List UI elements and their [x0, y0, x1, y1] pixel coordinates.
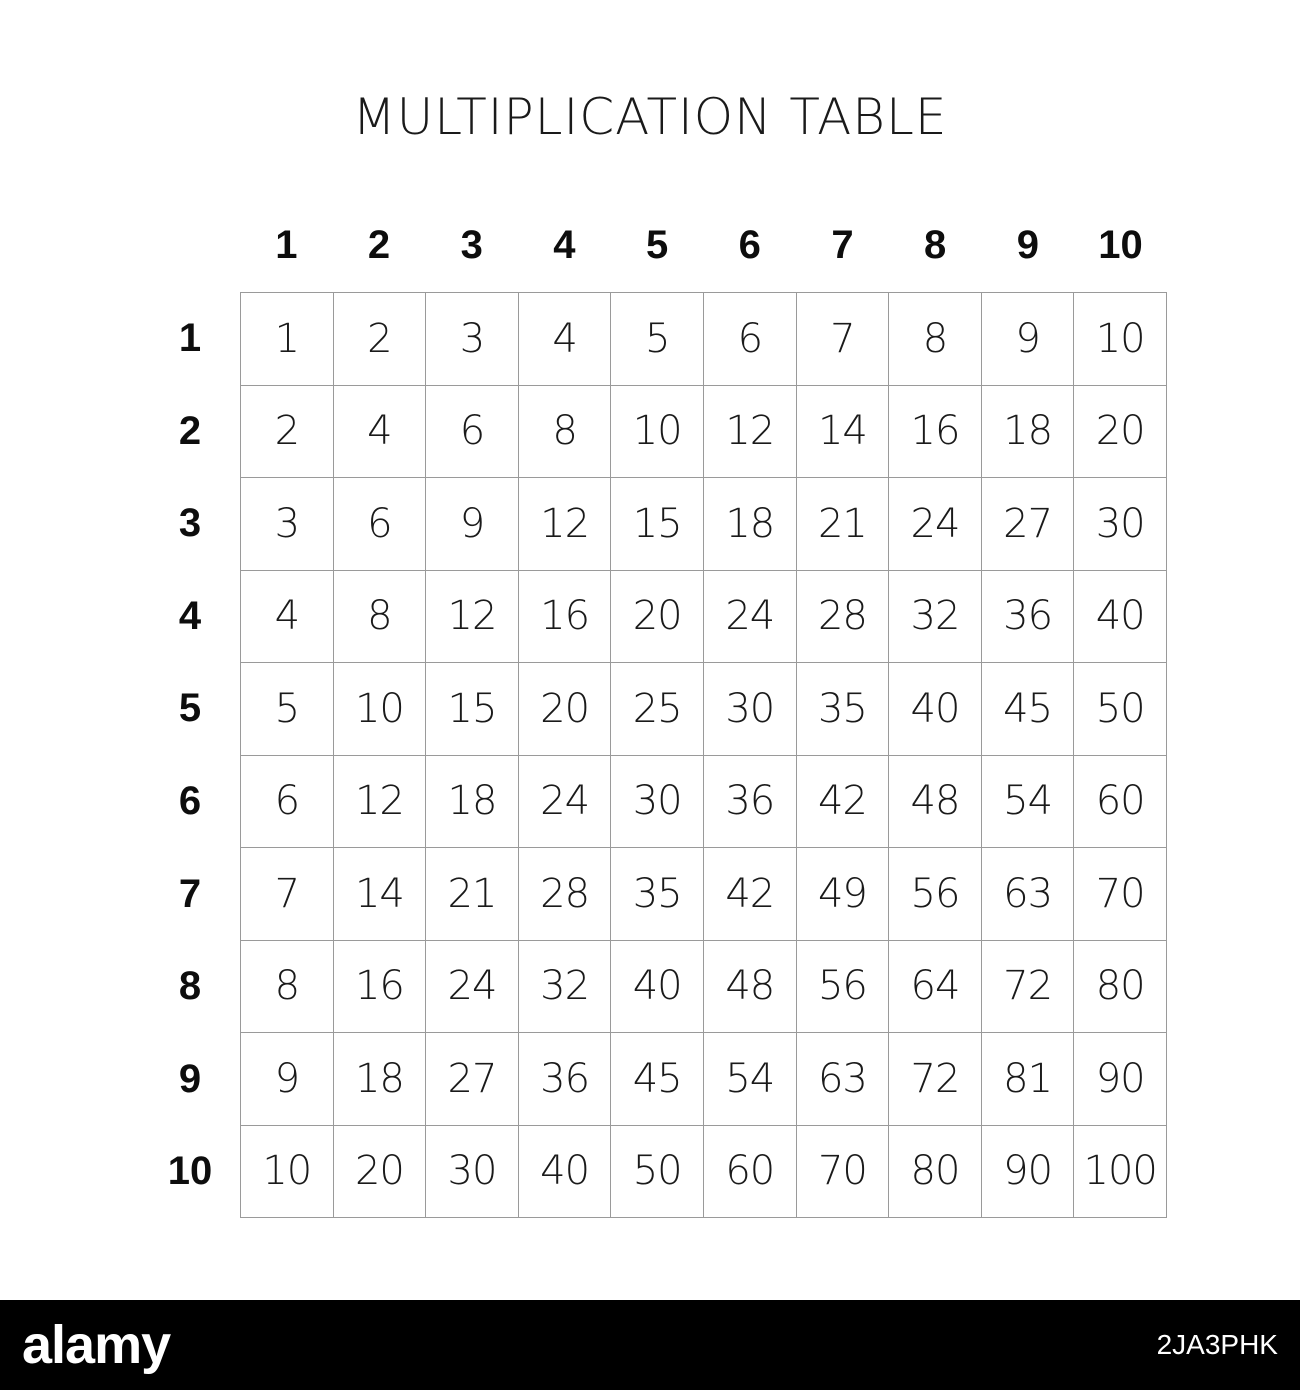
table-cell: 12: [519, 478, 612, 571]
table-cell: 72: [889, 1033, 982, 1126]
image-code: 2JA3PHK: [1156, 1329, 1278, 1360]
table-cell: 5: [241, 663, 334, 756]
table-cell: 54: [704, 1033, 797, 1126]
table-cell: 12: [334, 756, 427, 849]
table-cell: 35: [797, 663, 890, 756]
table-cell: 63: [797, 1033, 890, 1126]
table-cell: 56: [797, 941, 890, 1034]
table-cell: 24: [704, 571, 797, 664]
table-cell: 54: [982, 756, 1075, 849]
table-cell: 6: [426, 386, 519, 479]
table-cell: 27: [426, 1033, 519, 1126]
table-cell: 6: [241, 756, 334, 849]
row-header: 6: [178, 778, 202, 823]
table-cell: 50: [1074, 663, 1167, 756]
table-cell: 45: [982, 663, 1075, 756]
table-cell: 30: [611, 756, 704, 849]
table-cell: 60: [1074, 756, 1167, 849]
table-cell: 30: [1074, 478, 1167, 571]
row-header: 2: [178, 408, 202, 453]
footer-bar: [0, 1300, 1300, 1390]
column-header: 4: [553, 223, 576, 267]
row-header: 1: [178, 316, 202, 360]
table-cell: 3: [426, 293, 519, 386]
table-cell: 1: [241, 293, 334, 386]
table-cell: 16: [519, 571, 612, 664]
table-cell: 3: [241, 478, 334, 571]
table-cell: 20: [519, 663, 612, 756]
column-header: 2: [367, 223, 391, 267]
table-cell: 20: [1074, 386, 1167, 479]
table-cell: 80: [889, 1126, 982, 1219]
table-cell: 10: [241, 1126, 334, 1219]
table-cell: 30: [426, 1126, 519, 1219]
row-headers: [150, 292, 230, 1218]
table-cell: 10: [1074, 293, 1167, 386]
column-header: 7: [831, 223, 854, 267]
table-cell: 21: [797, 478, 890, 571]
table-cell: 14: [334, 848, 427, 941]
table-cell: 24: [519, 756, 612, 849]
table-cell: 28: [519, 848, 612, 941]
table-cell: 32: [889, 571, 982, 664]
table-cell: 32: [519, 941, 612, 1034]
column-header: 9: [1016, 223, 1039, 267]
table-cell: 36: [982, 571, 1075, 664]
table-cell: 42: [797, 756, 890, 849]
table-cell: 21: [426, 848, 519, 941]
table-cell: 40: [611, 941, 704, 1034]
table-cell: 28: [797, 571, 890, 664]
table-cell: 15: [611, 478, 704, 571]
table-cell: 45: [611, 1033, 704, 1126]
table-cell: 4: [334, 386, 427, 479]
table-cell: 40: [889, 663, 982, 756]
table-cell: 7: [797, 293, 890, 386]
table-cell: 18: [982, 386, 1075, 479]
table-cell: 20: [334, 1126, 427, 1219]
table-cell: 56: [889, 848, 982, 941]
table-cell: 60: [704, 1126, 797, 1219]
table-cell: 20: [611, 571, 704, 664]
alamy-logo: alamy: [22, 1315, 171, 1375]
table-cell: 64: [889, 941, 982, 1034]
column-header: 6: [738, 223, 761, 267]
table-cell: 8: [519, 386, 612, 479]
table-cell: 40: [1074, 571, 1167, 664]
column-header: 1: [275, 223, 298, 267]
table-cell: 16: [334, 941, 427, 1034]
table-cell: 70: [797, 1126, 890, 1219]
table-cell: 9: [982, 293, 1075, 386]
table-cell: 36: [519, 1033, 612, 1126]
table-cell: 81: [982, 1033, 1075, 1126]
table-cell: 12: [704, 386, 797, 479]
table-cell: 18: [334, 1033, 427, 1126]
table-cell: 49: [797, 848, 890, 941]
table-cell: 72: [982, 941, 1075, 1034]
table-cell: 9: [426, 478, 519, 571]
table-cell: 48: [889, 756, 982, 849]
row-header: 9: [178, 1056, 202, 1101]
table-cell: 40: [519, 1126, 612, 1219]
table-cell: 6: [704, 293, 797, 386]
table-cell: 90: [1074, 1033, 1167, 1126]
table-cell: 7: [241, 848, 334, 941]
table-cell: 8: [334, 571, 427, 664]
page-title: MULTIPLICATION TABLE: [352, 88, 948, 146]
table-cell: 12: [426, 571, 519, 664]
table-cell: 90: [982, 1126, 1075, 1219]
table-cell: 2: [241, 386, 334, 479]
table-cell: 8: [889, 293, 982, 386]
row-header: 4: [178, 593, 202, 638]
table-cell: 25: [611, 663, 704, 756]
table-cell: 36: [704, 756, 797, 849]
table-cell: 27: [982, 478, 1075, 571]
table-cell: 24: [426, 941, 519, 1034]
table-cell: 15: [426, 663, 519, 756]
table-cell: 9: [241, 1033, 334, 1126]
table-cell: 6: [334, 478, 427, 571]
table-cell: 2: [334, 293, 427, 386]
row-header: 3: [178, 501, 202, 546]
table-cell: 10: [334, 663, 427, 756]
table-cell: 48: [704, 941, 797, 1034]
table-cell: 8: [241, 941, 334, 1034]
column-header: 3: [460, 223, 483, 267]
column-header: 5: [645, 223, 669, 267]
table-cell: 100: [1074, 1126, 1167, 1219]
table-cell: 18: [426, 756, 519, 849]
row-header: 8: [178, 964, 202, 1009]
table-cell: 18: [704, 478, 797, 571]
table-cell: 5: [611, 293, 704, 386]
table-cell: 4: [241, 571, 334, 664]
table-cell: 63: [982, 848, 1075, 941]
table-cell: 50: [611, 1126, 704, 1219]
table-cell: 10: [611, 386, 704, 479]
row-header: 7: [178, 871, 202, 916]
row-header: 5: [178, 686, 202, 731]
multiplication-grid: [240, 292, 1167, 1218]
table-cell: 14: [797, 386, 890, 479]
table-cell: 24: [889, 478, 982, 571]
column-header: 8: [924, 223, 947, 267]
column-headers: [240, 214, 1167, 276]
table-cell: 42: [704, 848, 797, 941]
table-cell: 4: [519, 293, 612, 386]
column-header: 10: [1098, 223, 1143, 267]
table-cell: 35: [611, 848, 704, 941]
table-cell: 16: [889, 386, 982, 479]
row-header: 10: [167, 1149, 213, 1194]
table-cell: 30: [704, 663, 797, 756]
table-cell: 70: [1074, 848, 1167, 941]
table-cell: 80: [1074, 941, 1167, 1034]
